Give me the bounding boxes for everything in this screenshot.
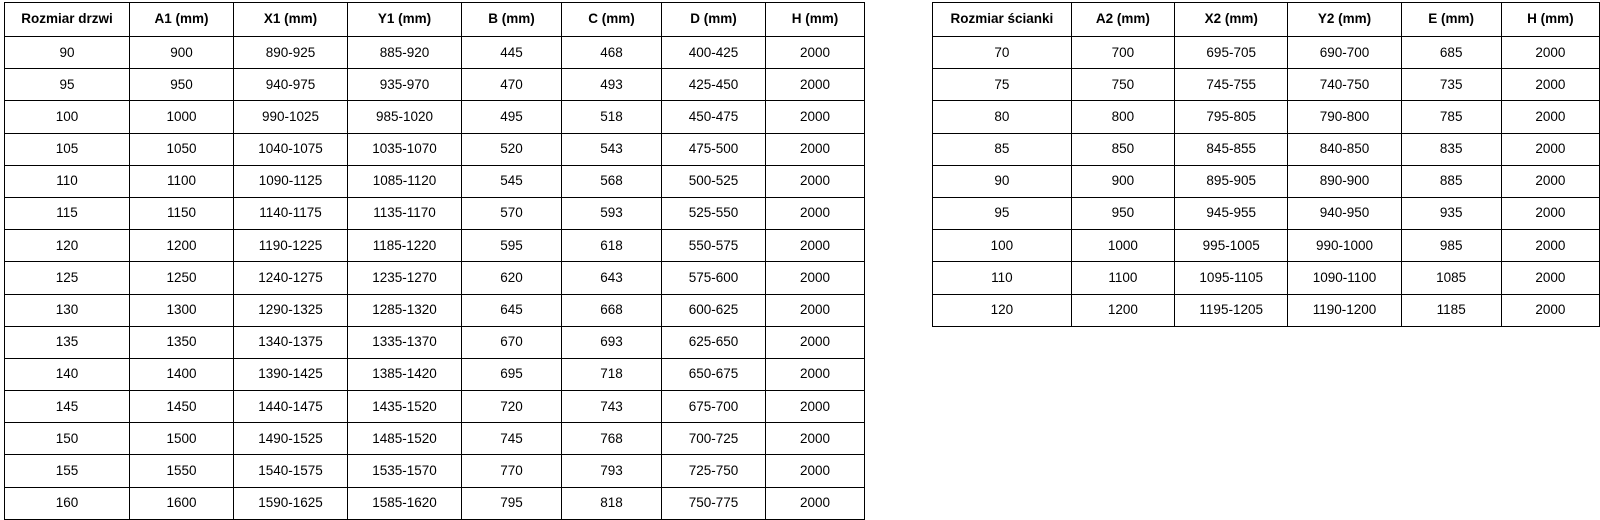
doors-table-header <box>5 3 865 37</box>
table-cell: 625-650 <box>662 326 766 358</box>
table-cell: 2000 <box>766 230 865 262</box>
table-cell: 785 <box>1401 101 1501 133</box>
walls-column-header: Rozmiar ścianki <box>933 3 1072 37</box>
table-cell: 695-705 <box>1175 37 1288 69</box>
table-cell: 1140-1175 <box>234 197 348 229</box>
table-cell: 700 <box>1071 37 1174 69</box>
table-cell: 840-850 <box>1288 133 1401 165</box>
walls-column-header: Y2 (mm) <box>1288 3 1401 37</box>
table-cell: 110 <box>933 262 1072 294</box>
table-cell: 2000 <box>1501 133 1599 165</box>
table-cell: 643 <box>562 262 662 294</box>
table-row <box>5 230 865 262</box>
table-cell: 1085-1120 <box>348 165 462 197</box>
table-cell: 950 <box>1071 197 1174 229</box>
table-cell: 95 <box>5 69 130 101</box>
table-cell: 668 <box>562 294 662 326</box>
table-cell: 1150 <box>130 197 234 229</box>
doors-column-header: C (mm) <box>562 3 662 37</box>
table-cell: 1085 <box>1401 262 1501 294</box>
table-cell: 2000 <box>766 262 865 294</box>
table-cell: 1185-1220 <box>348 230 462 262</box>
table-cell: 445 <box>462 37 562 69</box>
table-header-row <box>5 3 865 37</box>
table-row <box>5 165 865 197</box>
table-cell: 1050 <box>130 133 234 165</box>
table-cell: 120 <box>5 230 130 262</box>
table-cell: 1590-1625 <box>234 487 348 519</box>
table-row <box>933 262 1600 294</box>
table-row <box>5 69 865 101</box>
table-cell: 800 <box>1071 101 1174 133</box>
table-cell: 2000 <box>1501 262 1599 294</box>
table-cell: 770 <box>462 455 562 487</box>
table-cell: 1185 <box>1401 294 1501 326</box>
table-cell: 990-1000 <box>1288 230 1401 262</box>
table-row <box>5 423 865 455</box>
table-cell: 2000 <box>766 197 865 229</box>
table-cell: 150 <box>5 423 130 455</box>
table-cell: 935 <box>1401 197 1501 229</box>
table-cell: 2000 <box>766 455 865 487</box>
table-cell: 595 <box>462 230 562 262</box>
table-cell: 518 <box>562 101 662 133</box>
table-cell: 1540-1575 <box>234 455 348 487</box>
table-cell: 1235-1270 <box>348 262 462 294</box>
table-cell: 768 <box>562 423 662 455</box>
table-cell: 2000 <box>1501 37 1599 69</box>
table-cell: 745 <box>462 423 562 455</box>
table-cell: 520 <box>462 133 562 165</box>
table-cell: 95 <box>933 197 1072 229</box>
table-cell: 160 <box>5 487 130 519</box>
table-cell: 1240-1275 <box>234 262 348 294</box>
table-cell: 695 <box>462 358 562 390</box>
table-cell: 1095-1105 <box>1175 262 1288 294</box>
table-cell: 1135-1170 <box>348 197 462 229</box>
table-cell: 2000 <box>766 133 865 165</box>
walls-table-body <box>933 37 1600 327</box>
table-cell: 1435-1520 <box>348 391 462 423</box>
walls-dimensions-table <box>932 2 1600 327</box>
table-cell: 1485-1520 <box>348 423 462 455</box>
table-cell: 125 <box>5 262 130 294</box>
table-row <box>933 197 1600 229</box>
doors-column-header: X1 (mm) <box>234 3 348 37</box>
table-cell: 700-725 <box>662 423 766 455</box>
table-cell: 735 <box>1401 69 1501 101</box>
table-cell: 645 <box>462 294 562 326</box>
table-cell: 795-805 <box>1175 101 1288 133</box>
table-cell: 493 <box>562 69 662 101</box>
table-row <box>5 262 865 294</box>
table-cell: 120 <box>933 294 1072 326</box>
table-cell: 1250 <box>130 262 234 294</box>
table-row <box>5 101 865 133</box>
table-cell: 935-970 <box>348 69 462 101</box>
table-cell: 400-425 <box>662 37 766 69</box>
doors-dimensions-table-container <box>4 2 865 520</box>
table-cell: 1440-1475 <box>234 391 348 423</box>
table-cell: 470 <box>462 69 562 101</box>
doors-column-header: H (mm) <box>766 3 865 37</box>
table-cell: 720 <box>462 391 562 423</box>
table-cell: 100 <box>933 230 1072 262</box>
table-cell: 90 <box>5 37 130 69</box>
table-cell: 895-905 <box>1175 165 1288 197</box>
table-row <box>933 101 1600 133</box>
table-cell: 70 <box>933 37 1072 69</box>
table-cell: 690-700 <box>1288 37 1401 69</box>
table-cell: 890-925 <box>234 37 348 69</box>
table-cell: 545 <box>462 165 562 197</box>
table-cell: 2000 <box>766 69 865 101</box>
table-row <box>933 69 1600 101</box>
table-cell: 1585-1620 <box>348 487 462 519</box>
table-cell: 115 <box>5 197 130 229</box>
table-cell: 750-775 <box>662 487 766 519</box>
table-cell: 985-1020 <box>348 101 462 133</box>
table-cell: 425-450 <box>662 69 766 101</box>
table-cell: 900 <box>1071 165 1174 197</box>
table-cell: 845-855 <box>1175 133 1288 165</box>
table-cell: 495 <box>462 101 562 133</box>
table-cell: 2000 <box>766 487 865 519</box>
table-cell: 990-1025 <box>234 101 348 133</box>
table-row <box>5 197 865 229</box>
table-cell: 2000 <box>1501 165 1599 197</box>
table-cell: 543 <box>562 133 662 165</box>
table-cell: 75 <box>933 69 1072 101</box>
table-cell: 575-600 <box>662 262 766 294</box>
table-cell: 1200 <box>130 230 234 262</box>
table-cell: 550-575 <box>662 230 766 262</box>
table-cell: 145 <box>5 391 130 423</box>
table-cell: 885-920 <box>348 37 462 69</box>
table-cell: 650-675 <box>662 358 766 390</box>
table-cell: 90 <box>933 165 1072 197</box>
doors-table-body <box>5 37 865 520</box>
table-cell: 2000 <box>766 358 865 390</box>
table-cell: 685 <box>1401 37 1501 69</box>
table-cell: 1335-1370 <box>348 326 462 358</box>
table-cell: 1390-1425 <box>234 358 348 390</box>
table-cell: 620 <box>462 262 562 294</box>
table-cell: 105 <box>5 133 130 165</box>
table-cell: 890-900 <box>1288 165 1401 197</box>
table-row <box>5 358 865 390</box>
table-cell: 2000 <box>1501 197 1599 229</box>
walls-column-header: A2 (mm) <box>1071 3 1174 37</box>
table-cell: 1385-1420 <box>348 358 462 390</box>
table-cell: 2000 <box>766 391 865 423</box>
table-cell: 693 <box>562 326 662 358</box>
table-row <box>933 230 1600 262</box>
table-cell: 618 <box>562 230 662 262</box>
table-cell: 945-955 <box>1175 197 1288 229</box>
table-cell: 1285-1320 <box>348 294 462 326</box>
table-cell: 1350 <box>130 326 234 358</box>
table-cell: 1195-1205 <box>1175 294 1288 326</box>
table-cell: 940-950 <box>1288 197 1401 229</box>
table-cell: 2000 <box>1501 294 1599 326</box>
table-cell: 140 <box>5 358 130 390</box>
table-row <box>933 133 1600 165</box>
table-cell: 743 <box>562 391 662 423</box>
table-cell: 450-475 <box>662 101 766 133</box>
doors-column-header: Y1 (mm) <box>348 3 462 37</box>
table-cell: 1090-1125 <box>234 165 348 197</box>
doors-column-header: A1 (mm) <box>130 3 234 37</box>
walls-column-header: X2 (mm) <box>1175 3 1288 37</box>
table-cell: 995-1005 <box>1175 230 1288 262</box>
table-cell: 1000 <box>130 101 234 133</box>
table-cell: 1500 <box>130 423 234 455</box>
table-cell: 1100 <box>1071 262 1174 294</box>
table-cell: 155 <box>5 455 130 487</box>
walls-dimensions-table-container <box>932 2 1600 327</box>
table-cell: 135 <box>5 326 130 358</box>
doors-column-header: B (mm) <box>462 3 562 37</box>
doors-column-header: Rozmiar drzwi <box>5 3 130 37</box>
table-cell: 1550 <box>130 455 234 487</box>
table-row <box>5 37 865 69</box>
table-cell: 2000 <box>766 101 865 133</box>
table-row <box>5 294 865 326</box>
table-cell: 818 <box>562 487 662 519</box>
table-cell: 740-750 <box>1288 69 1401 101</box>
table-cell: 600-625 <box>662 294 766 326</box>
table-cell: 468 <box>562 37 662 69</box>
table-cell: 790-800 <box>1288 101 1401 133</box>
table-cell: 940-975 <box>234 69 348 101</box>
table-cell: 2000 <box>766 423 865 455</box>
table-cell: 1040-1075 <box>234 133 348 165</box>
table-row <box>933 165 1600 197</box>
table-cell: 570 <box>462 197 562 229</box>
table-row <box>933 37 1600 69</box>
table-cell: 1290-1325 <box>234 294 348 326</box>
table-row <box>5 326 865 358</box>
table-cell: 100 <box>5 101 130 133</box>
walls-column-header: H (mm) <box>1501 3 1599 37</box>
table-cell: 1490-1525 <box>234 423 348 455</box>
doors-column-header: D (mm) <box>662 3 766 37</box>
table-cell: 85 <box>933 133 1072 165</box>
table-cell: 2000 <box>766 37 865 69</box>
table-cell: 2000 <box>766 294 865 326</box>
table-row <box>933 294 1600 326</box>
table-cell: 1340-1375 <box>234 326 348 358</box>
table-cell: 835 <box>1401 133 1501 165</box>
table-cell: 1300 <box>130 294 234 326</box>
table-cell: 950 <box>130 69 234 101</box>
table-row <box>5 455 865 487</box>
table-cell: 1200 <box>1071 294 1174 326</box>
doors-dimensions-table <box>4 2 865 520</box>
table-cell: 1035-1070 <box>348 133 462 165</box>
table-cell: 725-750 <box>662 455 766 487</box>
table-cell: 1190-1200 <box>1288 294 1401 326</box>
table-cell: 2000 <box>1501 69 1599 101</box>
table-cell: 985 <box>1401 230 1501 262</box>
table-row <box>5 133 865 165</box>
table-cell: 1090-1100 <box>1288 262 1401 294</box>
table-cell: 475-500 <box>662 133 766 165</box>
table-cell: 568 <box>562 165 662 197</box>
table-cell: 718 <box>562 358 662 390</box>
table-cell: 1535-1570 <box>348 455 462 487</box>
table-cell: 2000 <box>766 326 865 358</box>
table-cell: 1450 <box>130 391 234 423</box>
table-cell: 850 <box>1071 133 1174 165</box>
walls-column-header: E (mm) <box>1401 3 1501 37</box>
table-cell: 500-525 <box>662 165 766 197</box>
table-cell: 2000 <box>766 165 865 197</box>
table-cell: 525-550 <box>662 197 766 229</box>
table-cell: 1000 <box>1071 230 1174 262</box>
table-cell: 885 <box>1401 165 1501 197</box>
table-cell: 1100 <box>130 165 234 197</box>
table-cell: 130 <box>5 294 130 326</box>
table-cell: 1190-1225 <box>234 230 348 262</box>
table-row <box>5 391 865 423</box>
table-cell: 795 <box>462 487 562 519</box>
table-cell: 593 <box>562 197 662 229</box>
table-cell: 670 <box>462 326 562 358</box>
table-cell: 675-700 <box>662 391 766 423</box>
table-cell: 2000 <box>1501 230 1599 262</box>
table-cell: 793 <box>562 455 662 487</box>
walls-table-header <box>933 3 1600 37</box>
table-cell: 80 <box>933 101 1072 133</box>
table-cell: 1600 <box>130 487 234 519</box>
table-cell: 110 <box>5 165 130 197</box>
table-cell: 745-755 <box>1175 69 1288 101</box>
table-cell: 750 <box>1071 69 1174 101</box>
table-cell: 1400 <box>130 358 234 390</box>
table-cell: 900 <box>130 37 234 69</box>
table-cell: 2000 <box>1501 101 1599 133</box>
table-row <box>5 487 865 519</box>
table-header-row <box>933 3 1600 37</box>
